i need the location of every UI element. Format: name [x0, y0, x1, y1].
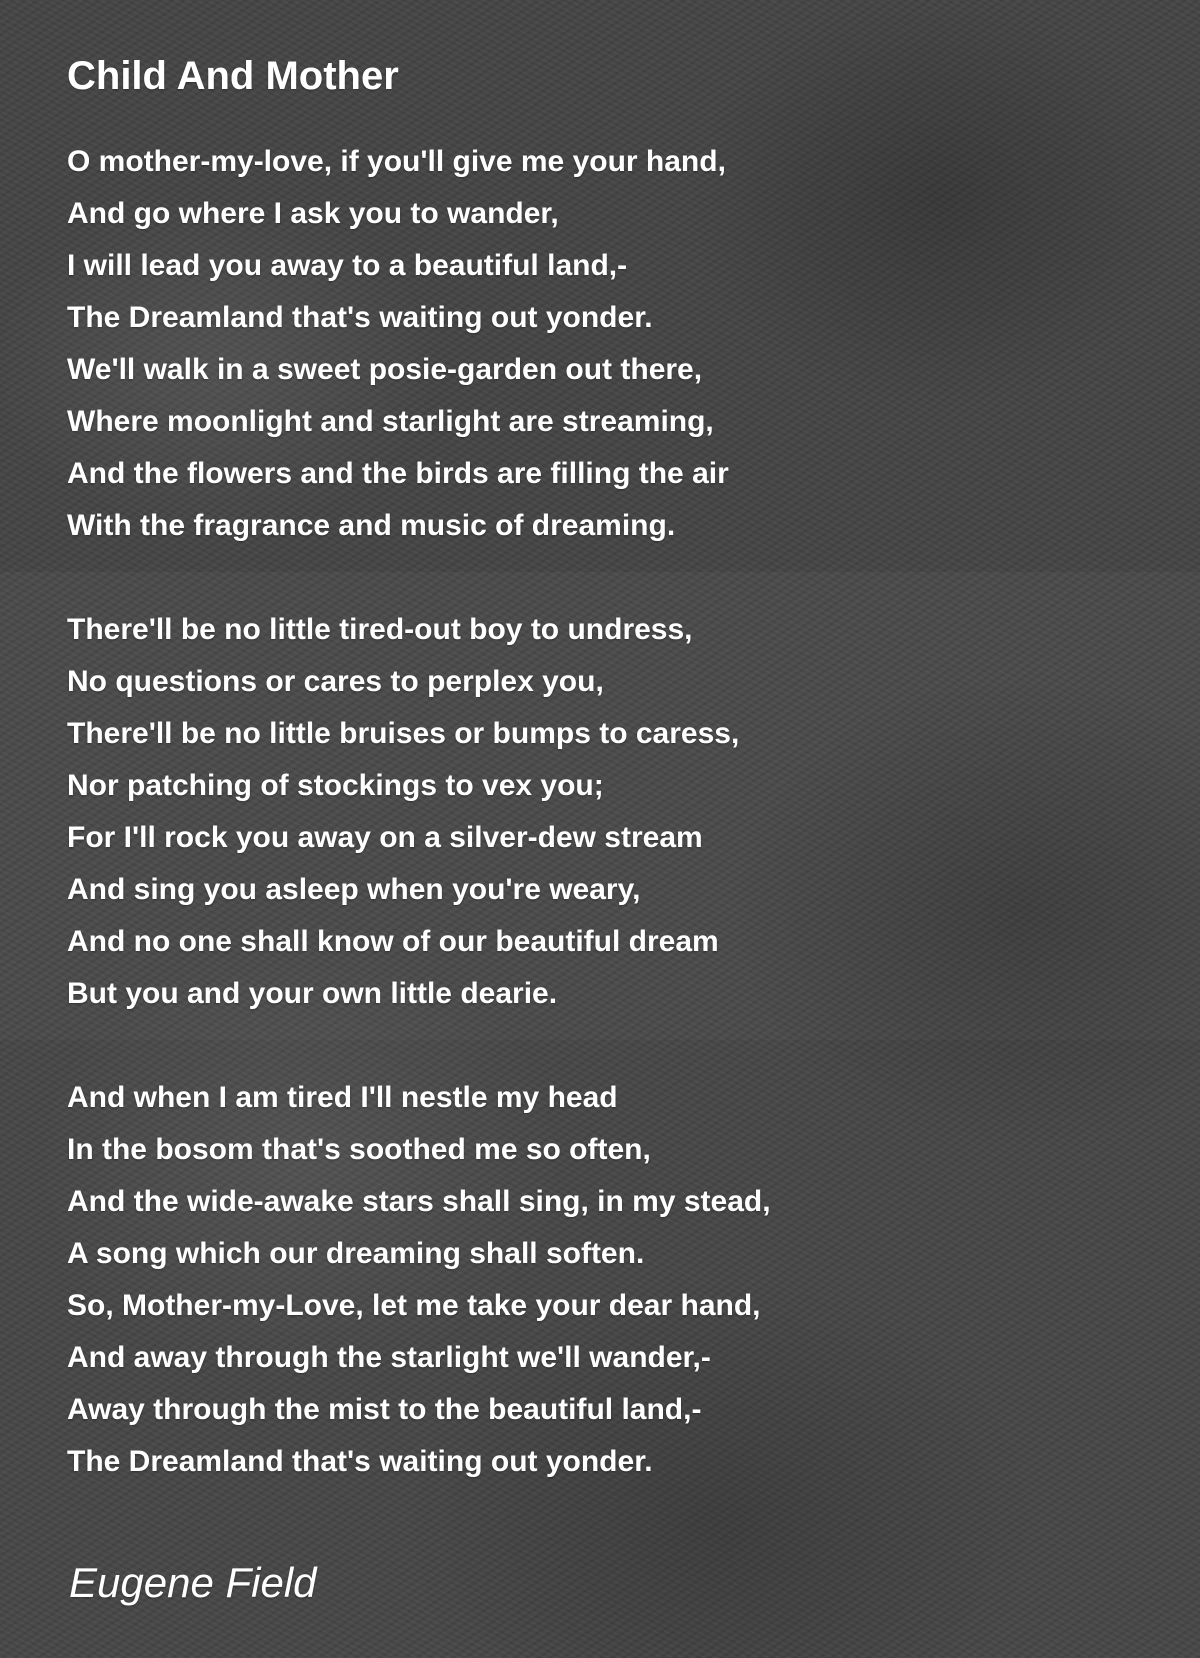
poem-line: And when I am tired I'll nestle my head	[67, 1081, 618, 1114]
poem-line: The Dreamland that's waiting out yonder.	[67, 301, 653, 334]
poem-line: In the bosom that's soothed me so often,	[67, 1133, 651, 1166]
poem-line: There'll be no little tired-out boy to undress,	[67, 613, 693, 646]
poem-line: And the flowers and the birds are filling the air	[67, 457, 729, 490]
poem-line: The Dreamland that's waiting out yonder.	[67, 1445, 653, 1478]
poem-line: Nor patching of stockings to vex you;	[67, 769, 604, 802]
poem-line: And go where I ask you to wander,	[67, 197, 559, 230]
poem-line: O mother-my-love, if you'll give me your hand,	[67, 145, 726, 178]
stanza-2	[67, 604, 1147, 1020]
poem-line: There'll be no little bruises or bumps to caress,	[67, 717, 740, 750]
poem-line: But you and your own little dearie.	[67, 977, 558, 1010]
poem-title: Child And Mother	[67, 54, 399, 98]
poem-line: We'll walk in a sweet posie-garden out there,	[67, 353, 703, 386]
poem-line: Where moonlight and starlight are streaming,	[67, 405, 714, 438]
poem-line: And sing you asleep when you're weary,	[67, 873, 641, 906]
poem-line: I will lead you away to a beautiful land,-	[67, 249, 628, 282]
poem-container	[67, 48, 1147, 1540]
stanza-3	[67, 1072, 1147, 1488]
poem-author: Eugene Field	[69, 1559, 317, 1606]
poem-line: So, Mother-my-Love, let me take your dear hand,	[67, 1289, 761, 1322]
poem-line: And no one shall know of our beautiful dream	[67, 925, 719, 958]
poem-line: And away through the starlight we'll wander,-	[67, 1341, 711, 1374]
poem-line: A song which our dreaming shall soften.	[67, 1237, 645, 1270]
poem-line: No questions or cares to perplex you,	[67, 665, 604, 698]
poem-line: And the wide-awake stars shall sing, in my stead,	[67, 1185, 771, 1218]
poem-line: Away through the mist to the beautiful land,-	[67, 1393, 702, 1426]
poem-line: With the fragrance and music of dreaming.	[67, 509, 676, 542]
poem-line: For I'll rock you away on a silver-dew stream	[67, 821, 703, 854]
stanza-1	[67, 136, 1147, 552]
